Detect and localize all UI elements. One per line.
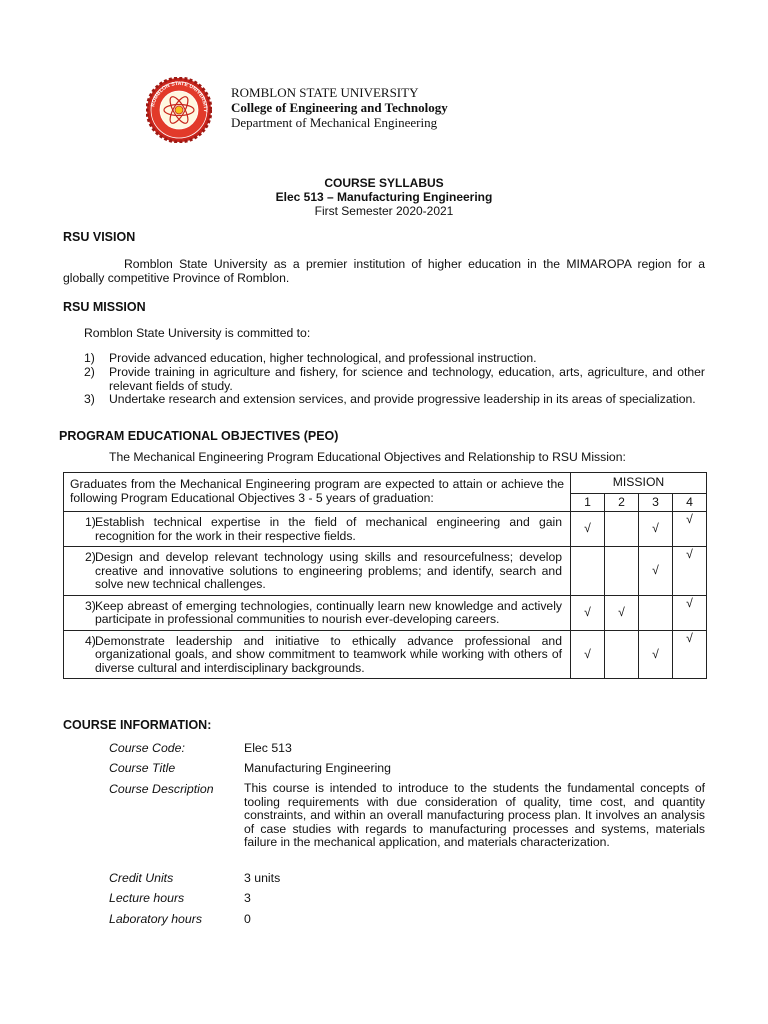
table-header-row (64, 473, 707, 494)
course-description-value: This course is intended to introduce to the students the fundamental concepts of tooling requirements with due consideration of quality, time cost, and quantity constraints, and within an overall manufacturing process plan. It involves an analysis of case studies with regards to manufacturing processes and systems, materials failure in the mechanical application, and materials characterization. (244, 781, 705, 850)
credit-units-value: 3 units (244, 871, 281, 885)
check-mark: √ (686, 547, 693, 561)
check-mark: √ (584, 646, 591, 661)
mission-check-cell (673, 595, 707, 630)
check-mark: √ (618, 604, 625, 619)
course-description-label: Course Description (109, 782, 214, 796)
lecture-hours-label: Lecture hours (109, 891, 185, 905)
university-header (231, 85, 448, 130)
check-mark: √ (652, 646, 659, 661)
mission-col-3: 3 (639, 493, 673, 512)
check-mark: √ (584, 521, 591, 536)
course-info-heading: COURSE INFORMATION: (63, 718, 212, 732)
mission-check-cell (605, 512, 639, 547)
check-mark: √ (686, 630, 693, 645)
table-header-text: Graduates from the Mechanical Engineering program are expected to attain or achieve the following Program Educational Objectives 3 - 5 years of graduation: (64, 473, 571, 512)
mission-check-cell (673, 547, 707, 596)
credit-units-label: Credit Units (109, 871, 174, 885)
table-row (64, 630, 707, 679)
peo-objective-cell: 2) Design and develop relevant technology using skills and resourcefulness; develop creative and innovative solutions to engineering problems; and identify, search and solve new technical challenges. (64, 547, 571, 596)
college-name: College of Engineering and Technology (231, 100, 448, 115)
course-code-value: Elec 513 (244, 741, 292, 755)
check-mark: √ (686, 512, 693, 526)
list-item: 2) Provide training in agriculture and fishery, for science and technology, education, arts, agriculture, and other relevant fields of study. (84, 364, 705, 393)
list-item: 1) Provide advanced education, higher technological, and professional instruction. (84, 351, 537, 365)
peo-table (63, 472, 707, 679)
table-row (64, 595, 707, 630)
check-mark: √ (686, 595, 693, 610)
mission-check-cell (639, 547, 673, 596)
mission-check-cell (571, 512, 605, 547)
mission-check-cell (639, 595, 673, 630)
mission-check-cell (605, 630, 639, 679)
peo-intro: The Mechanical Engineering Program Educational Objectives and Relationship to RSU Mission: (109, 450, 626, 464)
list-item: 3) Undertake research and extension services, and provide progressive leadership in its areas of specialization. (84, 392, 696, 407)
mission-check-cell (605, 595, 639, 630)
mission-check-cell (571, 547, 605, 596)
title-line-3: First Semester 2020-2021 (314, 204, 454, 218)
mission-column-header: MISSION (571, 473, 707, 494)
seal-ring-text: ROMBLON STATE UNIVERSITY (150, 80, 209, 113)
table-row (64, 512, 707, 547)
mission-check-cell (673, 630, 707, 679)
vision-heading: RSU VISION (63, 230, 136, 244)
peo-objective-cell: 1) Establish technical expertise in the field of mechanical engineering and gain recognition for the work in their respective fields. (64, 512, 571, 547)
check-mark: √ (584, 604, 591, 619)
check-mark: √ (652, 563, 659, 577)
mission-check-cell (605, 547, 639, 596)
lecture-hours-value: 3 (244, 891, 251, 905)
mission-list (84, 352, 705, 407)
mission-col-2: 2 (605, 493, 639, 512)
mission-intro: Romblon State University is committed to: (84, 326, 311, 340)
department-name: Department of Mechanical Engineering (231, 115, 438, 130)
course-title-label: Course Title (109, 761, 176, 775)
syllabus-title (0, 176, 768, 218)
mission-col-1: 1 (571, 493, 605, 512)
table-row (64, 547, 707, 596)
mission-check-cell (639, 512, 673, 547)
laboratory-hours-value: 0 (244, 912, 251, 926)
vision-text: Romblon State University as a premier institution of higher education in the MIMAROPA region for a globally competitive Province of Romblon. (63, 257, 705, 285)
check-mark: √ (652, 521, 659, 536)
peo-objective-cell: 4) Demonstrate leadership and initiative to ethically advance professional and organizational goals, and show commitment to teamwork while working with others of diverse cultural and interdisciplinary backgrounds. (64, 630, 571, 679)
mission-check-cell (571, 630, 605, 679)
mission-col-4: 4 (673, 493, 707, 512)
peo-heading: PROGRAM EDUCATIONAL OBJECTIVES (PEO) (59, 429, 339, 443)
mission-check-cell (673, 512, 707, 547)
mission-check-cell (571, 595, 605, 630)
laboratory-hours-label: Laboratory hours (109, 912, 202, 926)
title-line-2: Elec 513 – Manufacturing Engineering (275, 190, 493, 204)
course-title-value: Manufacturing Engineering (244, 761, 391, 775)
mission-check-cell (639, 630, 673, 679)
course-code-label: Course Code: (109, 741, 185, 755)
university-seal-logo (146, 77, 212, 143)
university-name: ROMBLON STATE UNIVERSITY (231, 85, 419, 100)
title-line-1: COURSE SYLLABUS (324, 176, 444, 190)
mission-heading: RSU MISSION (63, 300, 146, 314)
peo-objective-cell: 3) Keep abreast of emerging technologies, continually learn new knowledge and actively participate in professional communities to nourish ever-developing careers. (64, 595, 571, 630)
